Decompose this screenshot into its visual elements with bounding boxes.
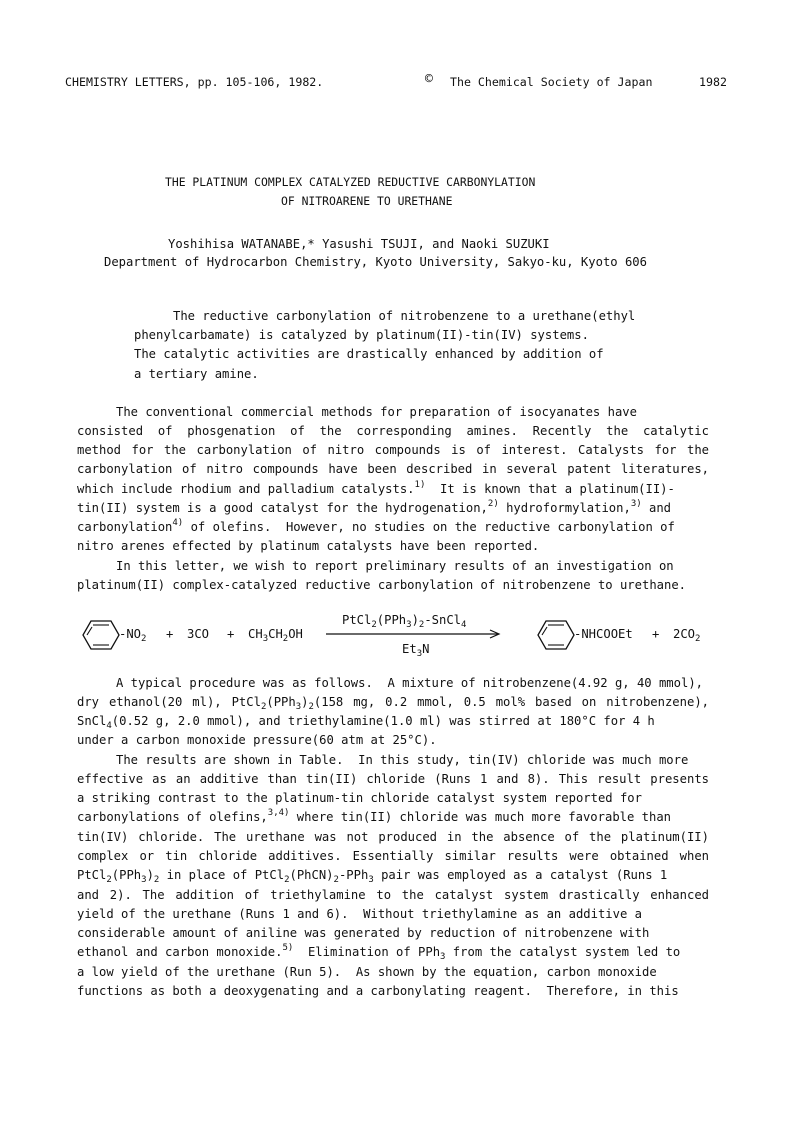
abstract-line: The catalytic activities are drastically enhanced by addition of [134, 347, 604, 361]
reaction-arrow-icon [326, 629, 502, 639]
copyright-symbol: © [425, 72, 433, 87]
paper-title-line1: THE PLATINUM COMPLEX CATALYZED REDUCTIVE CARBONYLATION [165, 175, 536, 189]
citation-ref: 4) [172, 518, 184, 528]
body-line: effective as an additive than tin(II) chloride (Runs 1 and 8). This result presents [77, 772, 709, 786]
header-year: 1982 [699, 75, 727, 89]
benzene-ring-icon [83, 619, 119, 651]
body-line: consisted of phosgenation of the corresponding amines. Recently the catalytic [77, 424, 709, 438]
abstract-line: a tertiary amine. [134, 367, 259, 381]
plus-sign: + [166, 627, 174, 641]
body-line: nitro arenes effected by platinum catalysts have been reported. [77, 539, 540, 553]
urethane-product: -NHCOOEt [574, 627, 633, 641]
citation-ref: 5) [282, 943, 294, 953]
body-line: which include rhodium and palladium catalysts.$^{1)}$ It is known that a platinum(II)- [77, 480, 675, 496]
body-line: The conventional commercial methods for preparation of isocyanates have [116, 405, 637, 419]
body-line: tin(IV) chloride. The urethane was not produced in the absence of the platinum(II) [77, 830, 709, 844]
plus-sign: + [227, 627, 235, 641]
catalyst-label: $PtCl_2(PPh_3)_2-SnCl_4$ [342, 613, 467, 630]
body-line: and 2). The addition of triethylamine to the catalyst system drastically enhanced [77, 888, 709, 902]
body-line: platinum(II) complex-catalyzed reductive carbonylation of nitrobenzene to urethane. [77, 578, 687, 592]
body-line: yield of the urethane (Runs 1 and 6). Without triethylamine as an additive a [77, 907, 642, 921]
body-line: The results are shown in Table. In this study, tin(IV) chloride was much more [116, 753, 689, 767]
body-line: a striking contrast to the platinum-tin chloride catalyst system reported for [77, 791, 642, 805]
benzene-ring-icon [538, 619, 574, 651]
abstract-line: phenylcarbamate) is catalyzed by platinum(II)-tin(IV) systems. [134, 328, 589, 342]
body-line: carbonylation$^{4)}$ of olefins. However, no studies on the reductive carbonylation of [77, 518, 675, 534]
journal-citation: CHEMISTRY LETTERS, pp. 105-106, 1982. [65, 75, 324, 89]
affiliation: Department of Hydrocarbon Chemistry, Kyoto University, Sakyo-ku, Kyoto 606 [104, 255, 647, 269]
citation-ref: 1) [414, 480, 426, 490]
base-label: $Et_3N$ [402, 642, 430, 659]
body-line: under a carbon monoxide pressure(60 atm at 25°C). [77, 733, 437, 747]
carbon-dioxide: $2CO_2$ [673, 627, 701, 644]
plus-sign: + [652, 627, 660, 641]
nitro-group: $-NO_2$ [119, 627, 147, 644]
carbon-monoxide: 3CO [187, 627, 210, 641]
body-line: dry ethanol(20 ml), $PtCl_2(PPh_3)_2(158$ mg, 0.2 mmol, 0.5 mol% based on nitrobenzene), [77, 695, 709, 712]
body-line: tin(II) system is a good catalyst for the hydrogenation,$^{2)}$ hydroformylation,$^{3)}$ and [77, 499, 672, 515]
citation-ref: 3,4) [267, 808, 290, 818]
body-line: SnCl$_4$(0.52 g, 2.0 mmol), and triethylamine(1.0 ml) was stirred at 180°C for 4 h [77, 714, 655, 731]
abstract-line: The reductive carbonylation of nitrobenzene to a urethane(ethyl [173, 309, 636, 323]
paper-title-line2: OF NITROARENE TO URETHANE [281, 194, 453, 208]
body-line: considerable amount of aniline was generated by reduction of nitrobenzene with [77, 926, 650, 940]
citation-ref: 2) [487, 499, 499, 509]
author-list: Yoshihisa WATANABE,* Yasushi TSUJI, and Naoki SUZUKI [168, 237, 550, 251]
body-line: complex or tin chloride additives. Essentially similar results were obtained when [77, 849, 709, 863]
body-line: carbonylations of olefins,$^{3,4)}$ where tin(II) chloride was much more favorable than [77, 808, 672, 824]
body-line: carbonylation of nitro compounds have been described in several patent literatures, [77, 462, 709, 476]
publisher: The Chemical Society of Japan [450, 75, 653, 89]
body-line: In this letter, we wish to report preliminary results of an investigation on [116, 559, 674, 573]
body-line: method for the carbonylation of nitro compounds is of interest. Catalysts for the [77, 443, 709, 457]
citation-ref: 3) [630, 499, 642, 509]
body-line: $PtCl_2(PPh_3)_2$ in place of $PtCl_2(PhCN)_2-PPh_3$ pair was employed as a catalyst (Runs 1 [77, 868, 668, 885]
body-line: functions as both a deoxygenating and a carbonylating reagent. Therefore, in this [77, 984, 679, 998]
body-line: ethanol and carbon monoxide.$^{5)}$ Elimination of PPh$_3$ from the catalyst system led to [77, 943, 681, 962]
ethanol: $CH_3CH_2OH$ [248, 627, 303, 644]
body-line: a low yield of the urethane (Run 5). As shown by the equation, carbon monoxide [77, 965, 657, 979]
body-line: A typical procedure was as follows. A mixture of nitrobenzene(4.92 g, 40 mmol), [116, 676, 703, 690]
